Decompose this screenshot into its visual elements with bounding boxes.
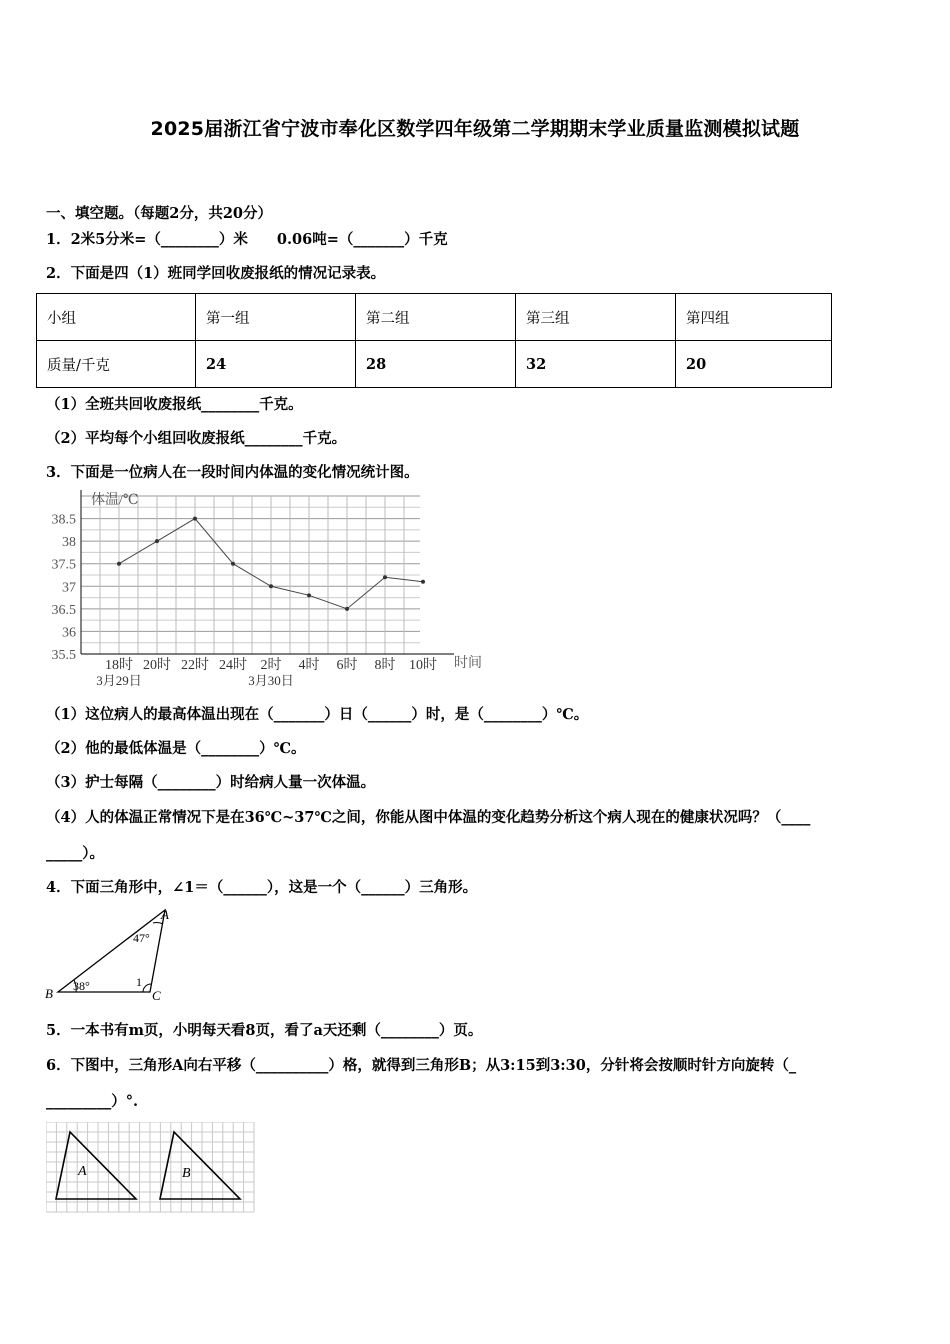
angle-a-label: 47° bbox=[133, 931, 150, 945]
question-2-sub2: （2）平均每个小组回收废报纸________千克。 bbox=[46, 430, 347, 447]
y-tick-label: 37.5 bbox=[51, 557, 76, 573]
y-tick-label: 35.5 bbox=[51, 648, 76, 663]
table-header-row bbox=[37, 294, 832, 341]
x-tick-label: 20时 bbox=[143, 658, 171, 673]
y-axis-label: 体温/℃ bbox=[91, 493, 139, 508]
y-tick-labels bbox=[52, 513, 77, 663]
data-point bbox=[155, 539, 159, 543]
y-tick-label: 37 bbox=[62, 580, 76, 596]
date-label: 3月30日 bbox=[248, 673, 294, 688]
angle-1-label: 1 bbox=[136, 975, 142, 989]
table-cell: 第三组 bbox=[516, 294, 676, 341]
x-tick-label: 24时 bbox=[219, 658, 247, 673]
date-labels bbox=[96, 673, 294, 688]
question-4: 4．下面三角形中，∠1＝（______），这是一个（______）三角形。 bbox=[46, 879, 478, 896]
y-tick-label: 36.5 bbox=[51, 602, 76, 618]
table-cell: 第四组 bbox=[676, 294, 832, 341]
x-tick-label: 18时 bbox=[105, 658, 133, 673]
y-tick-label: 38 bbox=[62, 535, 76, 551]
vertex-c-label: C bbox=[152, 988, 161, 1003]
x-tick-label: 22时 bbox=[181, 658, 209, 673]
data-point bbox=[117, 562, 121, 566]
vertex-b-label: B bbox=[45, 986, 53, 1001]
question-6-cont: _________）°. bbox=[46, 1093, 139, 1110]
data-point bbox=[231, 562, 235, 566]
table-cell: 第二组 bbox=[356, 294, 516, 341]
y-tick-label: 36 bbox=[62, 625, 76, 641]
question-2-sub1: （1）全班共回收废报纸________千克。 bbox=[46, 396, 303, 413]
data-point bbox=[307, 593, 311, 597]
x-axis-label: 时间 bbox=[454, 656, 482, 671]
table-cell: 32 bbox=[516, 341, 676, 388]
vertex-a-label: A bbox=[161, 907, 169, 922]
table-cell: 质量/千克 bbox=[37, 341, 196, 388]
question-3: 3．下面是一位病人在一段时间内体温的变化情况统计图。 bbox=[46, 464, 419, 481]
x-tick-label: 2时 bbox=[260, 658, 282, 673]
question-3-sub3: （3）护士每隔（________）时给病人量一次体温。 bbox=[46, 774, 376, 791]
triangle-a-label: A bbox=[78, 1164, 87, 1179]
x-tick-label: 10时 bbox=[409, 658, 437, 673]
table-cell: 第一组 bbox=[196, 294, 356, 341]
page-title: 2025届浙江省宁波市奉化区数学四年级第二学期期末学业质量监测模拟试题 bbox=[150, 118, 800, 140]
x-tick-labels bbox=[105, 657, 437, 673]
question-3-sub2: （2）他的最低体温是（________）℃。 bbox=[46, 740, 306, 757]
data-point bbox=[269, 584, 273, 588]
table-cell: 20 bbox=[676, 341, 832, 388]
data-point bbox=[383, 575, 387, 579]
record-table bbox=[36, 293, 832, 388]
date-label: 3月29日 bbox=[96, 673, 142, 688]
triangle-figure bbox=[40, 902, 190, 1004]
question-6: 6．下图中，三角形A向右平移（__________）格，就得到三角形B；从3:15到3:30，分针将会按顺时针方向旋转（_ bbox=[46, 1057, 797, 1074]
angle-b-label: 38° bbox=[73, 979, 90, 993]
table-cell: 24 bbox=[196, 341, 356, 388]
question-5: 5．一本书有m页，小明每天看8页，看了a天还剩（________）页。 bbox=[46, 1022, 483, 1039]
temperature-chart bbox=[36, 486, 506, 692]
table-cell: 28 bbox=[356, 341, 516, 388]
section-heading: 一、填空题。（每题2分，共20分） bbox=[46, 205, 273, 222]
question-2: 2．下面是四（1）班同学回收废报纸的情况记录表。 bbox=[46, 265, 386, 282]
x-tick-label: 4时 bbox=[298, 658, 320, 673]
data-point bbox=[193, 517, 197, 521]
question-3-sub1: （1）这位病人的最高体温出现在（_______）日（______）时，是（________）℃。 bbox=[46, 706, 589, 723]
chart-grid bbox=[81, 490, 454, 654]
question-1: 1．2米5分米=（________）米 0.06吨=（_______）千克 bbox=[46, 231, 448, 248]
question-3-sub4-cont: _____）。 bbox=[46, 845, 104, 862]
triangle-b-label: B bbox=[182, 1166, 191, 1181]
x-tick-label: 8时 bbox=[374, 658, 396, 673]
table-row bbox=[37, 341, 832, 388]
data-point bbox=[421, 580, 425, 584]
data-point bbox=[345, 607, 349, 611]
question-3-sub4: （4）人的体温正常情况下是在36℃~37℃之间，你能从图中体温的变化趋势分析这个病人现在的健康状况吗？（____ bbox=[46, 809, 811, 826]
angle-a-arc bbox=[153, 923, 163, 924]
table-cell: 小组 bbox=[37, 294, 196, 341]
x-tick-label: 6时 bbox=[336, 658, 358, 673]
y-tick-label: 38.5 bbox=[51, 512, 76, 528]
translation-grid-figure bbox=[46, 1122, 256, 1214]
